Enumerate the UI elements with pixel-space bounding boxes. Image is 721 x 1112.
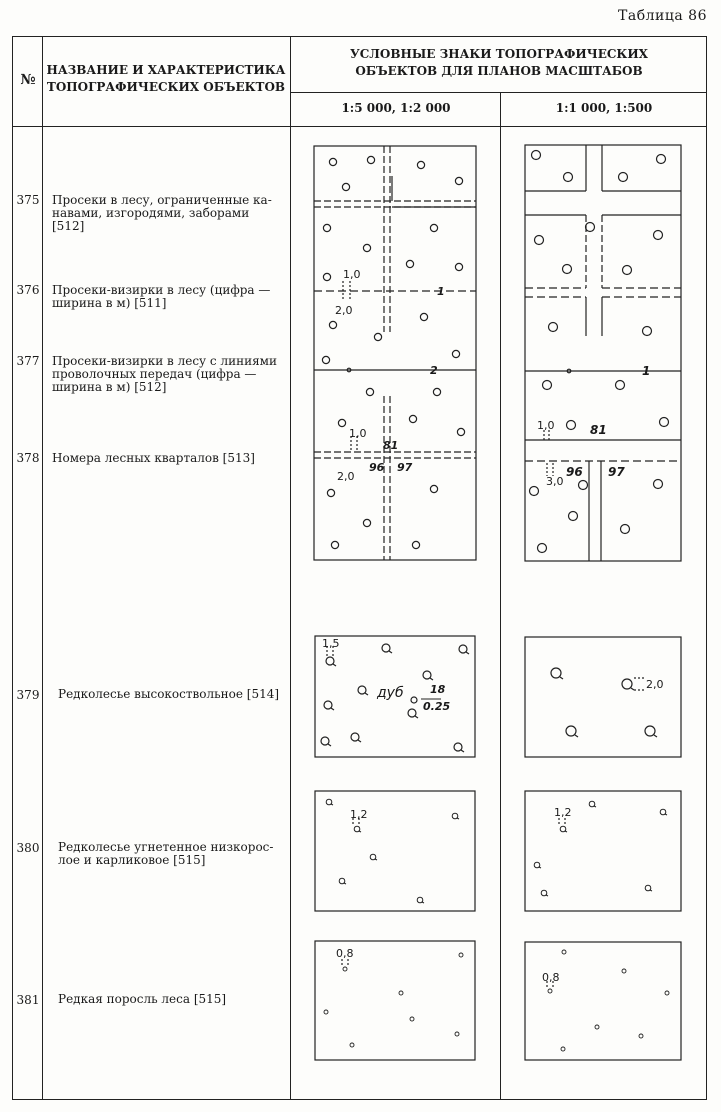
row-number-376: 376 — [16, 283, 40, 297]
row-text-line: Номера лесных кварталов [513] — [52, 451, 255, 465]
row-number-378: 378 — [16, 451, 40, 465]
width-label: 1,0 — [349, 427, 367, 440]
width-label: 1,0 — [343, 268, 361, 281]
quarter-number: 96 — [369, 461, 385, 474]
width-label: 1,2 — [554, 806, 572, 819]
cut-width-label: 1 — [437, 285, 445, 298]
width-label: 1,5 — [322, 637, 340, 650]
width-label: 0,8 — [336, 947, 354, 960]
width-label: 2,0 — [335, 304, 353, 317]
width-label: 0,8 — [542, 971, 560, 984]
width-label: 2,0 — [646, 678, 664, 691]
row-text-line: проволочных передач (цифра — — [52, 367, 257, 381]
quarter-number: 97 — [397, 461, 413, 474]
header-signs-line1: УСЛОВНЫЕ ЗНАКИ ТОПОГРАФИЧЕСКИХ — [350, 47, 648, 61]
width-label: 1,0 — [537, 419, 555, 432]
row-text-line: [512] — [52, 219, 85, 233]
row-text-line: Просеки-визирки в лесу (цифра — — [52, 283, 271, 297]
row-number-379: 379 — [16, 688, 40, 702]
row-text-line: Просеки в лесу, ограниченные ка- — [52, 193, 272, 207]
tree-species-label: дуб — [377, 685, 404, 701]
row-number-381: 381 — [16, 993, 40, 1007]
header-scale-b: 1:1 000, 1:500 — [555, 101, 653, 115]
cut-width-label: 1 — [642, 364, 651, 378]
row-number-375: 375 — [16, 193, 40, 207]
row-text-line: Редкая поросль леса [515] — [58, 992, 227, 1006]
sign-box-forest-a — [314, 146, 476, 560]
row-text-line: Редколесье высокоствольное [514] — [58, 687, 280, 701]
sign-box-sparse-tall-b — [525, 637, 681, 757]
row-text-line: ширина в м) [512] — [52, 380, 167, 394]
row-text-line: навами, изгородями, заборами — [52, 206, 250, 220]
table-label: Таблица 86 — [618, 8, 707, 24]
header-name-line1: НАЗВАНИЕ И ХАРАКТЕРИСТИКА — [46, 63, 286, 77]
cut-width-label: 2 — [430, 364, 438, 377]
width-label: 1,2 — [350, 808, 368, 821]
row-text-line: Редколесье угнетенное низкорос- — [58, 840, 274, 854]
quarter-number: 96 — [566, 465, 583, 479]
width-label: 3,0 — [546, 475, 564, 488]
tree-diameter-label: 0.25 — [423, 700, 451, 713]
row-text-line: лое и карликовое [515] — [58, 853, 206, 867]
tree-height-label: 18 — [430, 683, 446, 696]
header-scale-a: 1:5 000, 1:2 000 — [341, 101, 451, 115]
quarter-number: 81 — [383, 439, 399, 452]
sign-box-forest-b — [525, 145, 681, 561]
row-text-line: Просеки-визирки в лесу с линиями — [52, 354, 277, 368]
tree-symbol — [326, 657, 336, 666]
row-number-380: 380 — [16, 841, 40, 855]
header-name-line2: ТОПОГРАФИЧЕСКИХ ОБЪЕКТОВ — [46, 80, 286, 94]
quarter-number: 97 — [608, 465, 625, 479]
sign-box-sparse-low-b — [525, 791, 681, 911]
row-text-line: ширина в м) [511] — [52, 296, 167, 310]
width-label: 2,0 — [337, 470, 355, 483]
header-number: № — [20, 72, 36, 88]
quarter-number: 81 — [590, 423, 607, 437]
sign-box-sparse-growth-b — [525, 942, 681, 1060]
row-number-377: 377 — [16, 354, 40, 368]
sign-box-sparse-low-a — [315, 791, 475, 911]
header-signs-line2: ОБЪЕКТОВ ДЛЯ ПЛАНОВ МАСШТАБОВ — [355, 64, 643, 78]
